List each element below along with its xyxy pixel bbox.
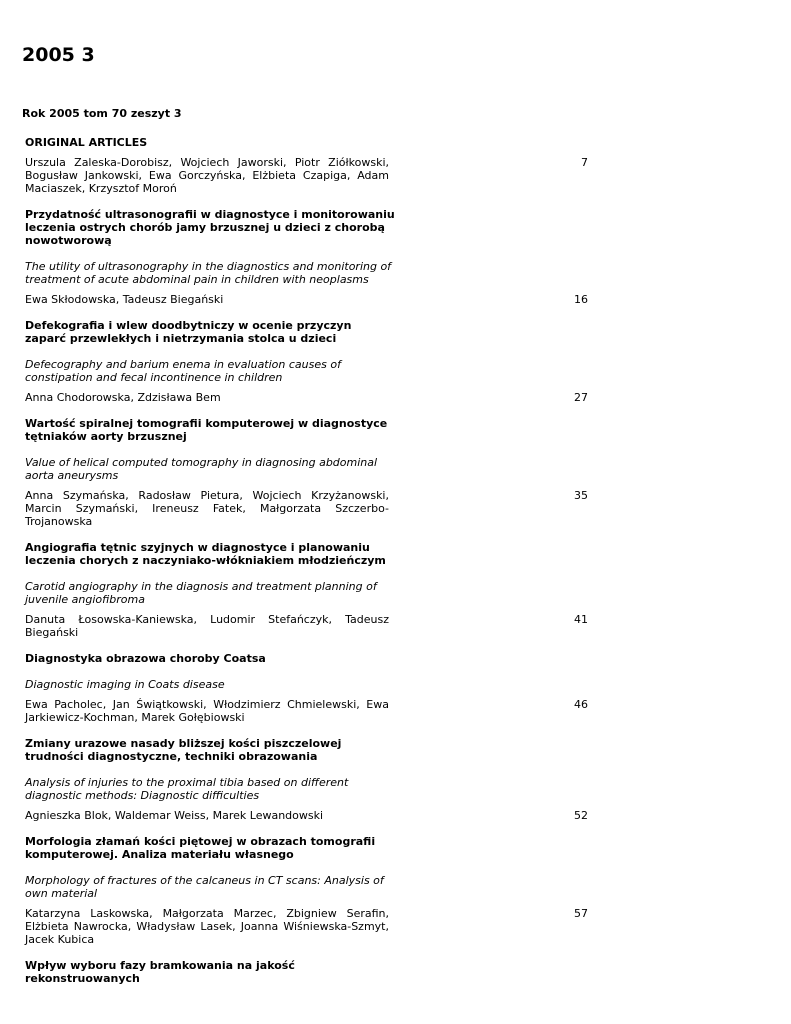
article-entry xyxy=(25,613,590,698)
article-page-number: 41 xyxy=(574,613,588,626)
article-title-link[interactable]: Wpływ wyboru fazy bramkowania na jakość rekonstruowanych xyxy=(25,959,295,985)
article-entry xyxy=(25,698,590,809)
article-entry xyxy=(25,391,590,489)
article-title-english: Carotid angiography in the diagnosis and treatment planning of juvenile angiofibroma xyxy=(25,580,377,606)
article-title-link[interactable]: Morfologia złamań kości piętowej w obrazach tomografii komputerowej. Analiza materiału własnego xyxy=(25,835,376,861)
section-heading: ORIGINAL ARTICLES xyxy=(25,136,148,149)
article-authors: Ewa Skłodowska, Tadeusz Biegański xyxy=(25,293,224,306)
article-title-link[interactable]: Zmiany urazowe nasady bliższej kości piszczelowej trudności diagnostyczne, techniki obrazowania xyxy=(25,737,342,763)
article-page-number: 46 xyxy=(574,698,588,711)
article-page-number: 7 xyxy=(581,156,588,169)
article-title-link[interactable]: Przydatność ultrasonografii w diagnostyce i monitorowaniu leczenia ostrych chorób jamy brzusznej u dzieci z chorobą nowotworową xyxy=(25,208,395,247)
article-title-link[interactable]: Diagnostyka obrazowa choroby Coatsa xyxy=(25,652,266,665)
article-page-number: 52 xyxy=(574,809,588,822)
article-authors: Katarzyna Laskowska, Małgorzata Marzec, Zbigniew Serafin, Elżbieta Nawrocka, Władysław Lasek, Joanna Wiśniewska-Szmyt, Jacek Kubica xyxy=(25,907,389,946)
article-title-english: Defecography and barium enema in evaluation causes of constipation and fecal incontinence in children xyxy=(25,358,341,384)
article-title-english: Diagnostic imaging in Coats disease xyxy=(25,678,225,691)
article-title-english: Analysis of injuries to the proximal tibia based on different diagnostic methods: Diagnostic difficulties xyxy=(25,776,349,802)
article-authors: Ewa Pacholec, Jan Świątkowski, Włodzimierz Chmielewski, Ewa Jarkiewicz-Kochman, Marek Gołębiowski xyxy=(25,698,389,724)
article-page-number: 27 xyxy=(574,391,588,404)
article-title-link[interactable]: Wartość spiralnej tomografii komputerowej w diagnostyce tętniaków aorty brzusznej xyxy=(25,417,388,443)
article-authors: Urszula Zaleska-Dorobisz, Wojciech Jaworski, Piotr Ziółkowski, Bogusław Jankowski, Ewa Gorczyńska, Elżbieta Czapiga, Adam Maciaszek, Krzysztof Moroń xyxy=(25,156,389,195)
article-authors: Danuta Łosowska-Kaniewska, Ludomir Stefańczyk, Tadeusz Biegański xyxy=(25,613,389,639)
article-page-number: 35 xyxy=(574,489,588,502)
page-title: 2005 3 xyxy=(22,44,95,66)
article-title-english: The utility of ultrasonography in the diagnostics and monitoring of treatment of acute abdominal pain in children with neoplasms xyxy=(25,260,392,286)
table-of-contents xyxy=(25,156,590,985)
article-entry xyxy=(25,489,590,613)
article-title-link[interactable]: Angiografia tętnic szyjnych w diagnostyce i planowaniu leczenia chorych z naczyniako-włókniakiem młodzieńczym xyxy=(25,541,386,567)
issue-line: Rok 2005 tom 70 zeszyt 3 xyxy=(22,107,182,120)
article-authors: Anna Chodorowska, Zdzisława Bem xyxy=(25,391,221,404)
article-entry xyxy=(25,907,590,985)
article-entry xyxy=(25,809,590,907)
article-authors: Agnieszka Blok, Waldemar Weiss, Marek Lewandowski xyxy=(25,809,324,822)
article-title-link[interactable]: Defekografia i wlew doodbytniczy w ocenie przyczyn zaparć przewlekłych i nietrzymania stolca u dzieci xyxy=(25,319,352,345)
article-authors: Anna Szymańska, Radosław Pietura, Wojciech Krzyżanowski, Marcin Szymański, Ireneusz Fatek, Małgorzata Szczerbo-Trojanowska xyxy=(25,489,389,528)
article-entry xyxy=(25,156,590,293)
article-title-english: Morphology of fractures of the calcaneus in CT scans: Analysis of own material xyxy=(25,874,384,900)
article-page-number: 57 xyxy=(574,907,588,920)
article-page-number: 16 xyxy=(574,293,588,306)
article-entry xyxy=(25,293,590,391)
article-title-english: Value of helical computed tomography in diagnosing abdominal aorta aneurysms xyxy=(25,456,378,482)
